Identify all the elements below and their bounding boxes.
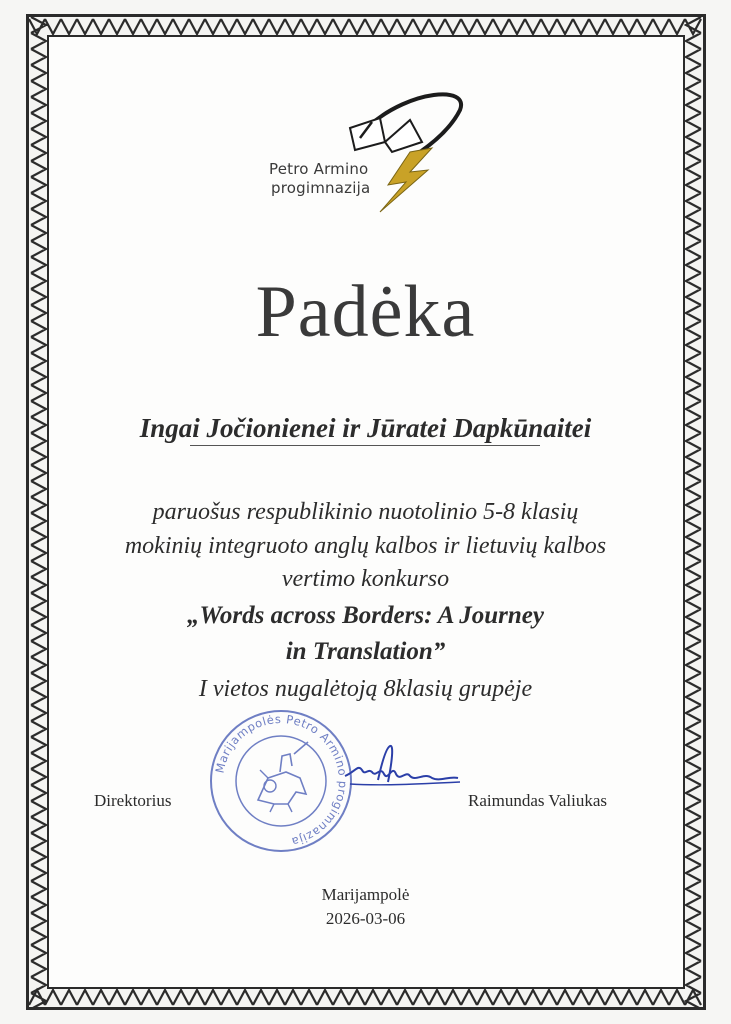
logo-line-2: progimnazija [271,179,371,197]
recipients-names: Ingai Jočionienei ir Jūratei Dapkūnaitei [139,413,592,443]
contest-name-line-1: „Words across Borders: A Journey [187,602,544,629]
body-line-2: mokinių integruoto anglų kalbos ir lietuvių kalbos [124,533,607,559]
school-logo [260,90,470,215]
director-signature-icon [340,742,465,792]
award-place-line: I vietos nugalėtoją 8klasių grupėje [198,676,533,702]
recipients-underline [190,445,540,446]
issue-city: Marijampolė [321,885,410,904]
certificate-title: Padėka [255,271,476,353]
logo-line-1: Petro Armino [269,160,369,178]
stamp-text: Marijampolės Petro Armino progimnazija [212,711,351,850]
signer-name: Raimundas Valiukas [468,791,607,810]
body-line-3: vertimo konkurso [281,566,450,592]
signer-role: Direktorius [94,791,172,810]
contest-name-line-2: in Translation” [285,638,446,665]
issue-date: 2026-03-06 [325,909,406,928]
official-stamp-icon [208,708,354,854]
svg-text:Marijampolės Petro Armino prog [212,712,350,849]
body-line-1: paruošus respublikinio nuotolinio 5-8 klasių [152,499,579,525]
